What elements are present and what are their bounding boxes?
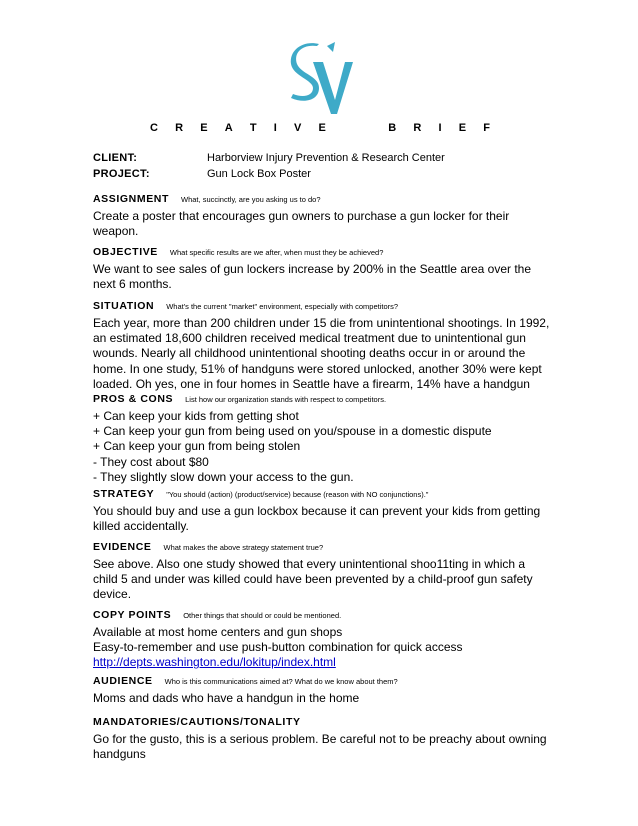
evidence-header: [93, 541, 553, 555]
title-word-gap: [343, 122, 371, 134]
situation-header: [93, 300, 553, 314]
pros-cons-section: [93, 393, 553, 485]
pros-cons-heading: PROS & CONS: [93, 393, 174, 405]
title-letter: E: [318, 122, 326, 134]
audience-heading: AUDIENCE: [93, 675, 153, 687]
audience-header: [93, 675, 553, 689]
body-line: child 5 and under was killed could have been prevented by a child-proof gun safety: [93, 572, 533, 587]
body-line: Each year, more than 200 children under 15 die from unintentional shootings. In 1992,: [93, 316, 550, 330]
body-line: weapon.: [93, 224, 139, 239]
client-row: [93, 152, 445, 164]
title-letter: R: [413, 122, 422, 134]
title-letter: C: [150, 122, 158, 134]
audience-section: [93, 675, 553, 706]
body-line: + Can keep your kids from getting shot: [93, 409, 299, 423]
title-letter: T: [249, 122, 257, 134]
pros-cons-question: List how our organization stands with respect to competitors.: [185, 395, 387, 404]
project-row: [93, 168, 311, 180]
copy-points-question: Other things that should or could be mentioned.: [183, 611, 342, 620]
assignment-section: [93, 193, 553, 239]
project-value: Gun Lock Box Poster: [207, 168, 311, 180]
mandatories-heading: MANDATORIES/CAUTIONS/TONALITY: [93, 716, 301, 728]
link-line: [93, 655, 553, 670]
copy-points-header: [93, 609, 553, 623]
body-line: Available at most home centers and gun shops: [93, 625, 343, 639]
audience-body: [93, 691, 553, 706]
situation-section: [93, 300, 553, 392]
assignment-header: [93, 193, 553, 207]
body-line: + Can keep your gun from being used on you/spouse in a domestic dispute: [93, 424, 492, 439]
body-line: Easy-to-remember and use push-button combination for quick access: [93, 640, 463, 655]
body-line: wounds. Nearly all childhood unintentional shooting deaths occur in or around the: [93, 346, 526, 361]
assignment-heading: ASSIGNMENT: [93, 193, 170, 205]
mandatories-header: [93, 716, 553, 730]
body-line: See above. Also one study showed that every unintentional shoo11ting in which a: [93, 557, 526, 571]
strategy-section: [93, 488, 553, 534]
copy-points-heading: COPY POINTS: [93, 609, 172, 621]
mandatories-body: [93, 732, 553, 762]
creative-brief-title: [150, 122, 490, 134]
strategy-body: [93, 504, 553, 534]
body-line: + Can keep your gun from being stolen: [93, 439, 301, 454]
evidence-question: What makes the above strategy statement true?: [163, 543, 324, 552]
client-value: Harborview Injury Prevention & Research Center: [207, 152, 445, 164]
body-line: loaded. Oh yes, one in four homes in Seattle have a firearm, 14% have a handgun: [93, 376, 530, 391]
situation-question: What's the current "market" environment, especially with competitors?: [166, 302, 399, 311]
objective-section: [93, 246, 553, 292]
title-letter: B: [388, 122, 397, 134]
pros-cons-header: [93, 393, 553, 407]
objective-question: What specific results are we after, when must they be achieved?: [169, 248, 384, 257]
evidence-heading: EVIDENCE: [93, 541, 152, 553]
evidence-section: [93, 541, 553, 603]
copy-points-section: [93, 609, 553, 671]
strategy-question: "You should (action) (product/service) because (reason with NO conjunctions).": [166, 490, 429, 499]
title-letter: I: [273, 122, 277, 134]
lokitup-link[interactable]: http://depts.washington.edu/lokitup/index.html: [93, 655, 336, 670]
title-letter: F: [483, 122, 490, 134]
client-label: CLIENT:: [93, 152, 138, 164]
evidence-body: [93, 557, 553, 603]
body-line: device.: [93, 587, 132, 602]
title-letter: E: [458, 122, 467, 134]
body-line: You should buy and use a gun lockbox because it can prevent your kids from getting: [93, 504, 541, 518]
mandatories-section: [93, 716, 553, 762]
project-label: PROJECT:: [93, 168, 150, 180]
title-letter: A: [224, 122, 233, 134]
assignment-question: What, succinctly, are you asking us to do?: [181, 195, 321, 204]
title-letter: E: [200, 122, 208, 134]
objective-heading: OBJECTIVE: [93, 246, 158, 258]
copy-points-body: [93, 625, 553, 671]
body-line: Go for the gusto, this is a serious problem. Be careful not to be preachy about owning: [93, 732, 547, 746]
title-letter: R: [175, 122, 184, 134]
body-line: next 6 months.: [93, 277, 172, 292]
strategy-header: [93, 488, 553, 502]
body-line: - They cost about $80: [93, 454, 209, 469]
pros-cons-body: [93, 409, 553, 485]
body-line: Moms and dads who have a handgun in the home: [93, 691, 360, 705]
assignment-body: [93, 209, 553, 239]
body-line: - They slightly slow down your access to the gun.: [93, 469, 354, 484]
body-line: home. In one study, 51% of handguns were stored unlocked, another 30% were kept: [93, 361, 542, 376]
body-line: Create a poster that encourages gun owners to purchase a gun locker for their: [93, 209, 510, 223]
body-line: killed accidentally.: [93, 519, 189, 534]
situation-body: [93, 316, 553, 392]
objective-body: [93, 262, 553, 292]
objective-header: [93, 246, 553, 260]
title-letter: V: [294, 122, 302, 134]
logo-s-shape: [291, 43, 319, 101]
sv-logo: [283, 40, 355, 116]
strategy-heading: STRATEGY: [93, 488, 155, 500]
situation-heading: SITUATION: [93, 300, 155, 312]
body-line: an estimated 18,600 children received medical treatment due to unintentional gun: [93, 331, 526, 346]
body-line: handguns: [93, 747, 146, 762]
title-letter: I: [438, 122, 442, 134]
audience-question: Who is this communications aimed at? What do we know about them?: [164, 677, 398, 686]
body-line: We want to see sales of gun lockers increase by 200% in the Seattle area over the: [93, 262, 532, 276]
